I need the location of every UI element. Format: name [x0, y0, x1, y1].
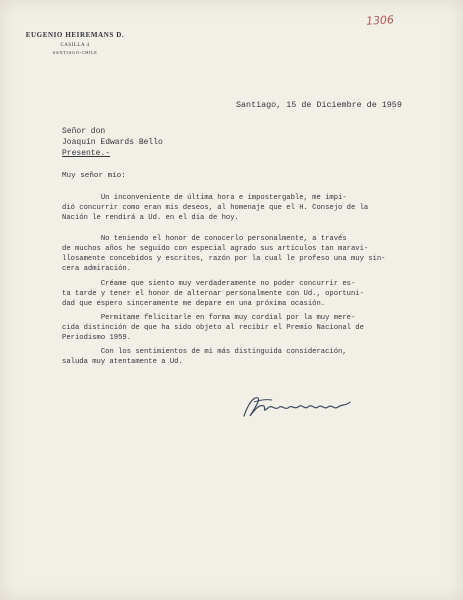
paragraph-2: No teniendo el honor de conocerlo personalmente, a través de muchos años he seguido con especial agrado sus artículos tan maravi- llosamente concebidos y escritos, razón por la cual le profeso una muy sin- cera admiración. [62, 235, 386, 273]
archive-number-annotation: 1306 [365, 13, 395, 28]
letterhead-city: SANTIAGO-CHILE [52, 50, 98, 55]
paragraph-5: Con los sentimientos de mi más distinguida consideración, saluda muy atentamente a Ud. [62, 348, 347, 366]
paragraph-3: Créame que siento muy verdaderamente no poder concurrir es- ta tarde y tener el honor de alternar personalmente con Ud., oportuni- dad que espero sinceramente me depare en una próxima ocasión. [62, 280, 364, 308]
letterhead [20, 31, 130, 55]
recipient-name: Joaquín Edwards Bello [62, 138, 163, 147]
paragraph-1: Un inconveniente de última hora e impostergable, me impi- dió concurrir como eran mis deseos, al homenaje que el H. Consejo de la Nación le rendirá a Ud. en el día de hoy. [62, 194, 369, 222]
recipient-present: Presente.- [62, 149, 111, 158]
recipient-title: Señor don [62, 127, 106, 136]
letter-date: Santiago, 15 de Diciembre de 1959 [236, 100, 402, 110]
signature-mark [238, 390, 358, 422]
paragraph-4: Permítame felicitarle en forma muy cordial por la muy mere- cida distinción de que ha sido objeto al recibir el Premio Nacional de Periodismo 1959. [62, 314, 364, 342]
recipient-block [62, 126, 163, 159]
letterhead-name: EUGENIO HEIREMANS D. [25, 31, 125, 39]
letterhead-casilla: CASILLA 4 [60, 43, 90, 48]
salutation: Muy señor mío: [62, 172, 126, 180]
